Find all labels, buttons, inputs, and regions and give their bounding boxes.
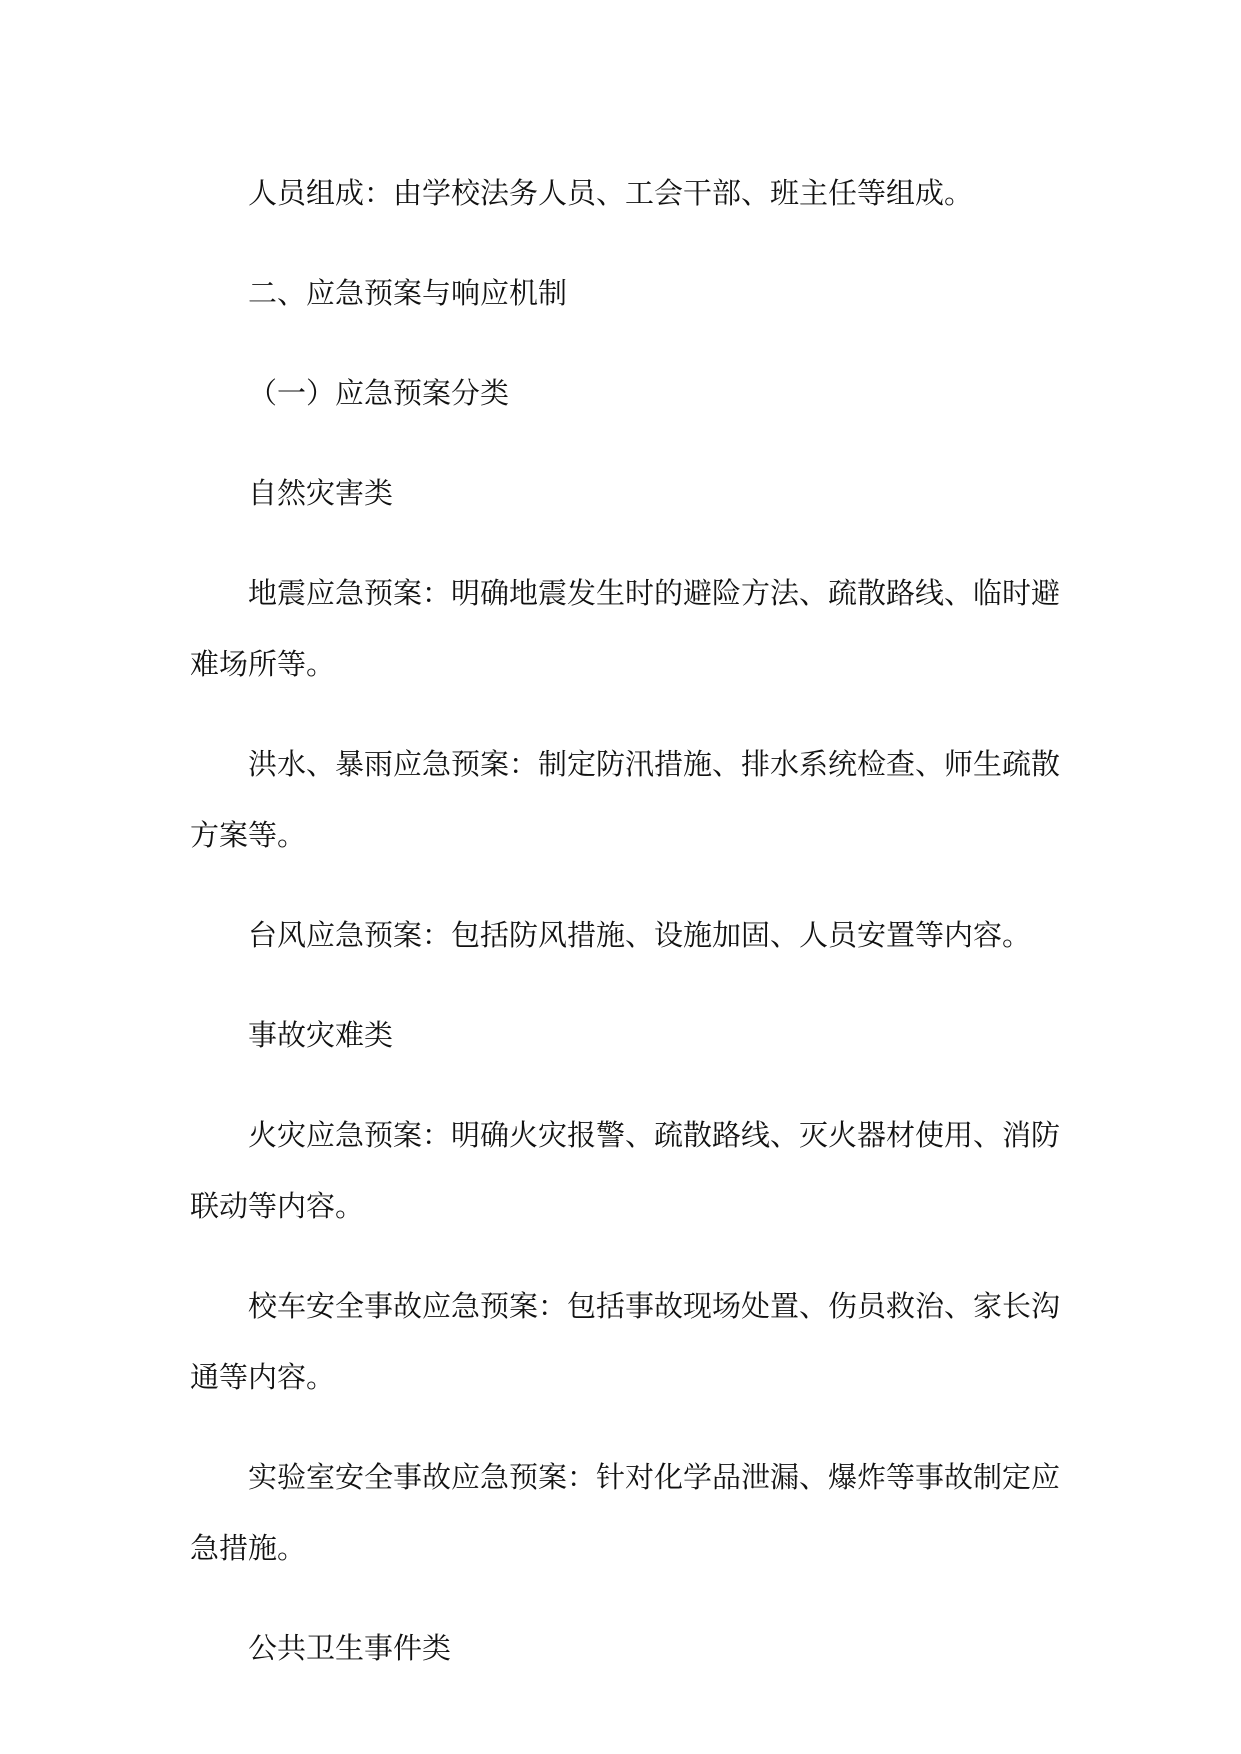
subheading-plan-categories: （一）应急预案分类 xyxy=(248,376,510,410)
paragraph-personnel: 人员组成：由学校法务人员、工会干部、班主任等组成。 xyxy=(248,176,974,210)
paragraph-fire-plan: 火灾应急预案：明确火灾报警、疏散路线、灭火器材使用、消防联动等内容。 xyxy=(190,1118,1061,1223)
document-body xyxy=(190,158,1060,1684)
paragraph-flood-plan: 洪水、暴雨应急预案：制定防汛措施、排水系统检查、师生疏散方案等。 xyxy=(190,747,1061,852)
paragraph-lab-plan: 实验室安全事故应急预案：针对化学品泄漏、爆炸等事故制定应急措施。 xyxy=(190,1460,1061,1565)
category-natural-disasters: 自然灾害类 xyxy=(248,476,394,510)
category-public-health: 公共卫生事件类 xyxy=(248,1631,452,1665)
paragraph-typhoon-plan: 台风应急预案：包括防风措施、设施加固、人员安置等内容。 xyxy=(248,918,1032,952)
paragraph-earthquake-plan: 地震应急预案：明确地震发生时的避险方法、疏散路线、临时避难场所等。 xyxy=(190,576,1061,681)
category-accidents: 事故灾难类 xyxy=(248,1018,394,1052)
heading-emergency-plan: 二、应急预案与响应机制 xyxy=(248,276,568,310)
paragraph-school-bus-plan: 校车安全事故应急预案：包括事故现场处置、伤员救治、家长沟通等内容。 xyxy=(190,1289,1061,1394)
